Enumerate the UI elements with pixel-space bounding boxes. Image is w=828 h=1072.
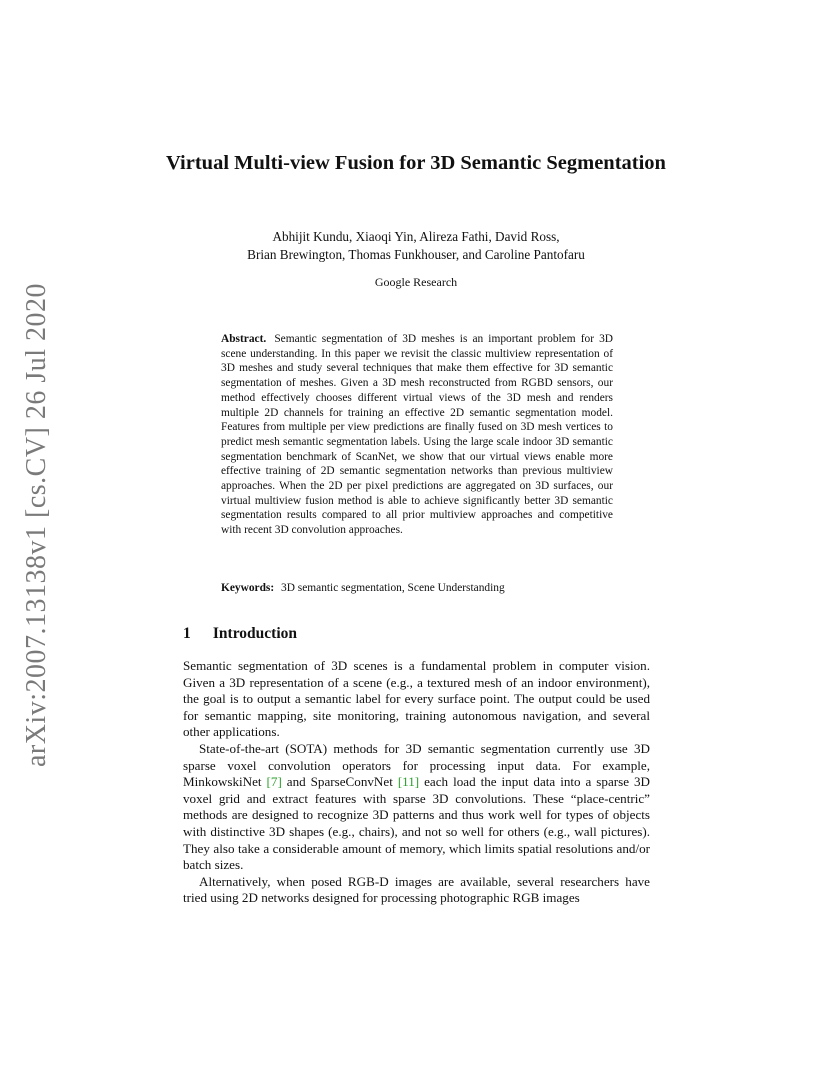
keywords-text: 3D semantic segmentation, Scene Understanding (281, 582, 505, 594)
paragraph-2-part-2: and SparseConvNet (281, 774, 398, 790)
paper-title: Virtual Multi-view Fusion for 3D Semantic Segmentation (166, 152, 666, 174)
section-number: 1 (183, 625, 191, 642)
abstract-label: Abstract. (221, 333, 267, 345)
section-heading (183, 624, 297, 644)
authors-line-1: Abhijit Kundu, Xiaoqi Yin, Alireza Fathi, David Ross, (272, 229, 560, 244)
section-title: Introduction (212, 625, 297, 642)
keywords (221, 581, 621, 596)
keywords-label: Keywords: (221, 582, 275, 594)
abstract (221, 332, 613, 538)
affiliation: Google Research (374, 275, 458, 289)
paragraph-3: Alternatively, when posed RGB-D images are available, several researchers have tried using 2D networks designed for processing photographic RGB images (183, 873, 650, 906)
abstract-text: Semantic segmentation of 3D meshes is an important problem for 3D scene understanding. In this paper we revisit the classic multiview representation of 3D meshes and study several techniques that make them effective for 3D semantic segmentation of meshes. Given a 3D mesh reconstructed from RGBD sensors, our method effectively chooses different virtual views of the 3D mesh and renders multiple 2D channels for training an effective 2D semantic segmentation model. Features from multiple per view predictions are finally fused on 3D mesh vertices to predict mesh semantic segmentation labels. Using the large scale indoor 3D semantic segmentation benchmark of ScanNet, we show that our virtual views enable more effective training of 2D semantic segmentation networks than previous multiview approaches. When the 2D per pixel predictions are aggregated on 3D surfaces, our virtual multiview fusion method is able to achieve significantly better 3D semantic segmentation results compared to all prior multiview approaches and competitive with recent 3D convolution approaches. (221, 333, 613, 537)
paragraph-2-part-1: State-of-the-art (SOTA) methods for 3D semantic segmentation currently use 3D sparse voxel convolution operators for processing input data. For example, MinkowskiNet (183, 740, 650, 790)
citation-link-7[interactable]: [7] (266, 774, 282, 790)
arxiv-identifier-text: arXiv:2007.13138v1 [cs.CV] 26 Jul 2020 (21, 282, 53, 768)
authors-line-2: Brian Brewington, Thomas Funkhouser, and Caroline Pantofaru (247, 247, 585, 262)
paragraph-1: Semantic segmentation of 3D scenes is a fundamental problem in computer vision. Given a 3D representation of a scene (e.g., a textured mesh of an indoor environment), the goal is to output a semantic label for every surface point. The output could be used for semantic mapping, site monitoring, training autonomous navigation, and several other applications. (183, 658, 650, 740)
citation-link-11[interactable]: [11] (397, 774, 420, 790)
arxiv-identifier (12, 282, 62, 768)
introduction-body (183, 658, 650, 907)
paragraph-2 (183, 741, 650, 874)
paragraph-2-part-3: each load the input data into a sparse 3D voxel grid and extract features with sparse 3D convolutions. These “place-centric” methods are designed to recognize 3D patterns and thus work well for types of objects with distinctive 3D shapes (e.g., chairs), and not so well for others (e.g., wall pictures). They also take a considerable amount of memory, which limits spatial resolutions and/or batch sizes. (183, 774, 650, 873)
author-list (150, 228, 682, 264)
